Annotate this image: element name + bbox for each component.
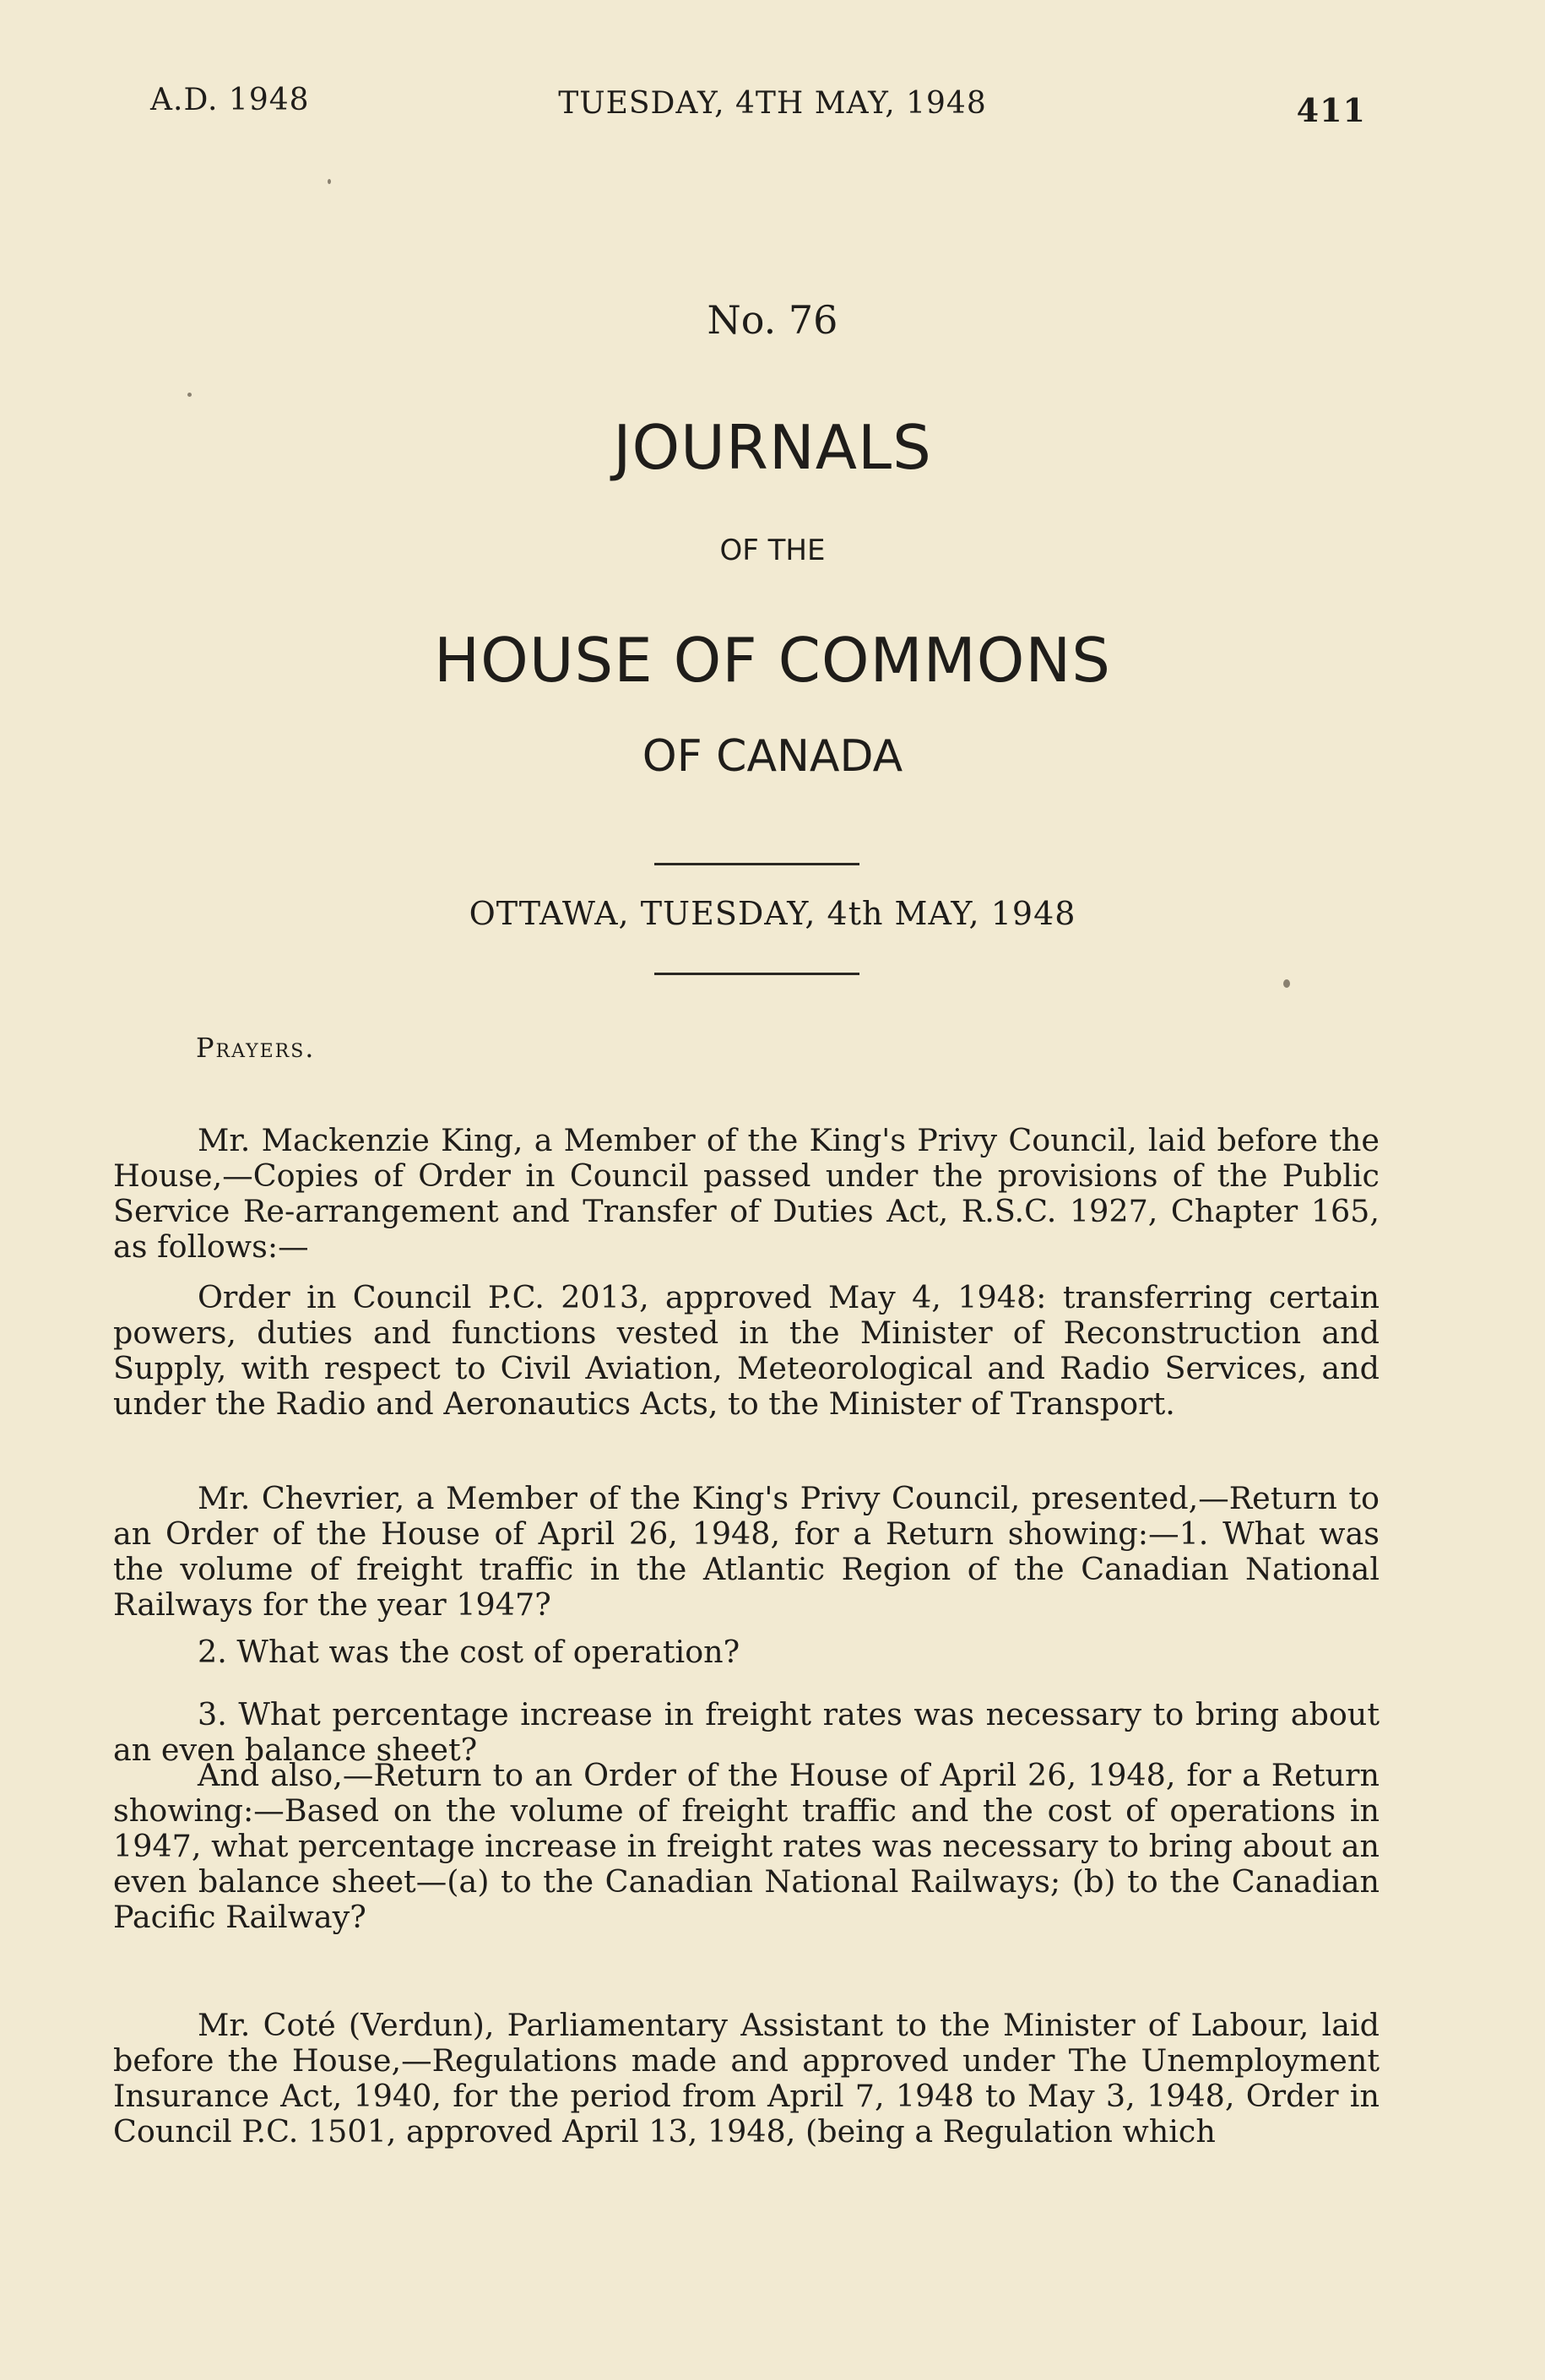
ink-speck [1283, 979, 1290, 988]
page-number: 411 [1296, 91, 1366, 129]
masthead-house: HOUSE OF COMMONS [434, 625, 1111, 696]
paragraph-order-in-council: Order in Council P.C. 2013, approved May 4, 1948: transferring certain powers, duties and functions vested in the Minister of Reconstruction and Supply, with respect to Civil Aviation, Meteorological and Radio Services, and under the Radio and Aeronautics Acts, to the Minister of Transport. [113, 1279, 1380, 1422]
paragraph-and-also: And also,—Return to an Order of the House of April 26, 1948, for a Return showing:—Based on the volume of freight traffic and the cost of operations in 1947, what percentage increase in freight rates was necessary to bring about an even balance sheet—(a) to the Canadian National Railways; (b) to the Canadian Pacific Railway? [113, 1757, 1380, 1935]
paragraph-cote-verdun: Mr. Coté (Verdun), Parliamentary Assistant to the Minister of Labour, laid before the House,—Regulations made and approved under The Unemployment Insurance Act, 1940, for the period from April 7, 1948 to May 3, 1948, Order in Council P.C. 1501, approved April 13, 1948, (being a Regulation which [113, 2007, 1380, 2150]
masthead-of-the: OF THE [719, 534, 826, 567]
issue-number: No. 76 [707, 297, 838, 343]
divider-rule-bottom [654, 973, 859, 975]
ink-speck [328, 179, 331, 184]
paragraph-question-3: 3. What percentage increase in freight rates was necessary to bring about an even balance sheet? [113, 1696, 1380, 1768]
masthead-journals: JOURNALS [613, 412, 932, 483]
paragraph-chevrier-return: Mr. Chevrier, a Member of the King's Privy Council, presented,—Return to an Order of the House of April 26, 1948, for a Return showing:—1. What was the volume of freight traffic in the Atlantic Region of the Canadian National Railways for the year 1947? [113, 1480, 1380, 1623]
divider-rule-top [654, 863, 859, 865]
prayers-heading: Prayers. [196, 1032, 316, 1064]
running-head-date: TUESDAY, 4TH MAY, 1948 [558, 86, 987, 121]
paragraph-question-2: 2. What was the cost of operation? [198, 1634, 740, 1670]
running-head-year: A.D. 1948 [150, 83, 310, 117]
date-line: OTTAWA, TUESDAY, 4th MAY, 1948 [469, 895, 1076, 932]
ink-speck [187, 393, 192, 397]
paragraph-mackenzie-king: Mr. Mackenzie King, a Member of the King's Privy Council, laid before the House,—Copies of Order in Council passed under the provisions of the Public Service Re-arrangement and Transfer of Duties Act, R.S.C. 1927, Chapter 165, as follows:— [113, 1122, 1380, 1265]
masthead-of-canada: OF CANADA [642, 731, 903, 782]
